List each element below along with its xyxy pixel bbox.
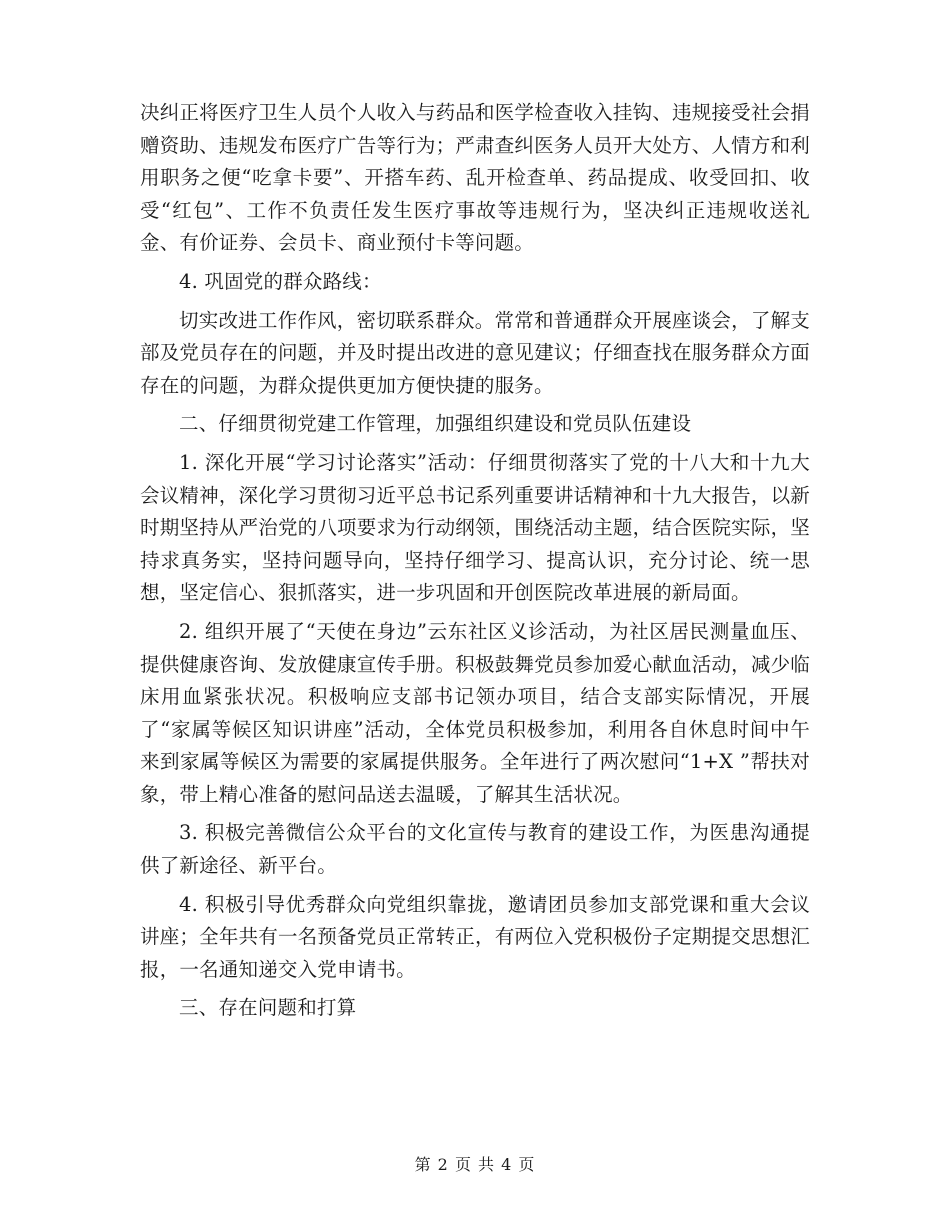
paragraph-heading-4: 4. 巩固党的群众路线：: [179, 269, 382, 293]
paragraph-item-4: 4. 积极引导优秀群众向党组织靠拢，邀请团员参加支部党课和重大会议讲座；全年共有一名预备党员正常转正，有两位入党积极份子定期提交思想汇报，一名通知递交入党申请书。: [140, 892, 810, 981]
paragraph-continuation: 决纠正将医疗卫生人员个人收入与药品和医学检查收入挂钩、违规接受社会捐赠资助、违规发布医疗广告等行为；严肃查纠医务人员开大处方、人情方和利用职务之便“吃拿卡要”、开搭车药、乱开检查单、药品提成、收受回扣、收受“红包”、工作不负责任发生医疗事故等违规行为，坚决纠正违规收送礼金、有价证券、会员卡、商业预付卡等问题。: [140, 101, 810, 255]
section-heading-2: 二、仔细贯彻党建工作管理，加强组织建设和党员队伍建设: [179, 412, 692, 436]
paragraph-item-3: 3. 积极完善微信公众平台的文化宣传与教育的建设工作，为医患沟通提供了新途径、新平台。: [140, 821, 810, 878]
page-number-footer: 第 2 页 共 4 页: [414, 1155, 536, 1174]
document-body: [140, 97, 810, 1025]
section-heading-3: 三、存在问题和打算: [179, 996, 357, 1020]
paragraph-mass-line: 切实改进工作作风，密切联系群众。常常和普通群众开展座谈会，了解支部及党员存在的问题，并及时提出改进的意见建议；仔细查找在服务群众方面存在的问题，为群众提供更加方便快捷的服务。: [140, 308, 810, 397]
paragraph-item-2: 2. 组织开展了“天使在身边”云东社区义诊活动，为社区居民测量血压、提供健康咨询、发放健康宣传手册。积极鼓舞党员参加爱心献血活动，减少临床用血紧张状况。积极响应支部书记领办项目，结合支部实际情况，开展了“家属等候区知识讲座”活动，全体党员积极参加，利用各自休息时间中午来到家属等候区为需要的家属提供服务。全年进行了两次慰问“1+X ”帮扶对象，带上精心准备的慰问品送去温暖，了解其生活状况。: [140, 619, 810, 806]
paragraph-item-1: 1. 深化开展“学习讨论落实”活动：仔细贯彻落实了党的十八大和十九大会议精神，深化学习贯彻习近平总书记系列重要讲话精神和十九大报告，以新时期坚持从严治党的八项要求为行动纲领，围绕活动主题，结合医院实际，坚持求真务实，坚持问题导向，坚持仔细学习、提高认识，充分讨论、统一思想，坚定信心、狠抓落实，进一步巩固和开创医院改革进展的新局面。: [140, 450, 810, 605]
